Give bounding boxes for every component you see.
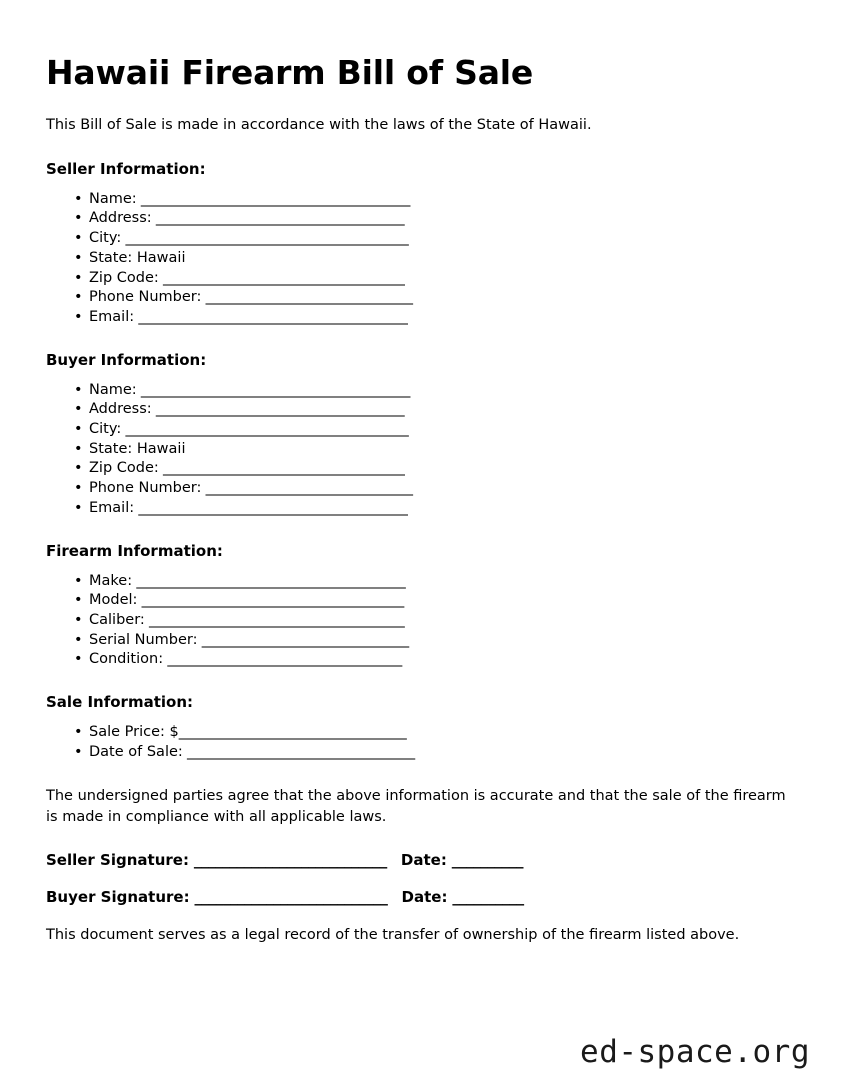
buyer-fields-list [46,381,798,519]
field-row [46,479,798,499]
field-label: Make: [89,572,133,589]
signature-row [46,850,798,871]
field-label: Phone Number: [89,480,202,497]
field-row [46,591,798,611]
signature-blank[interactable]: ___________________________ [189,887,388,906]
field-label: Zip Code: [89,269,159,286]
page-title: Hawaii Firearm Bill of Sale [46,53,534,92]
field-blank[interactable]: _________________________________ [178,724,407,741]
field-label: Address: [89,210,152,227]
field-row [46,400,798,420]
field-label: Phone Number: [89,289,202,306]
field-row [46,190,798,210]
section-heading-buyer: Buyer Information: [46,350,207,369]
intro-paragraph: This Bill of Sale is made in accordance with the laws of the State of Hawaii. [46,116,592,133]
signature-block [46,850,798,908]
field-label: Address: [89,401,152,418]
date-blank[interactable]: __________ [446,850,524,869]
field-label: Name: [89,190,137,207]
field-label: Email: [89,308,135,325]
field-blank[interactable]: ____________________________________ [151,401,405,418]
field-label: Serial Number: [89,631,198,648]
field-label: Email: [89,499,135,516]
agreement-paragraph: The undersigned parties agree that the above information is accurate and that the sale of the firearm is made in compliance with all applicable laws. [46,788,786,826]
field-label: State: [89,249,133,266]
field-label: Name: [89,381,137,398]
field-row [46,723,798,743]
field-row [46,229,798,249]
field-blank[interactable]: _________________________________ [182,743,415,760]
field-row [46,440,798,460]
field-row [46,611,798,631]
seller-fields-list [46,190,798,328]
field-row [46,420,798,440]
field-row [46,288,798,308]
field-row [46,249,798,269]
field-label: City: [89,421,122,438]
field-blank[interactable]: __________________________________ [163,651,402,668]
field-row [46,269,798,289]
signature-label: Buyer Signature: [46,887,190,906]
field-label: Sale Price: $ [89,724,179,741]
signature-label: Seller Signature: [46,850,189,869]
field-row [46,499,798,519]
field-label: Model: [89,592,138,609]
field-value: Hawaii [132,440,186,457]
field-blank[interactable]: _____________________________________ [144,611,405,628]
field-blank[interactable]: _______________________________________ [136,190,411,207]
field-label: Date of Sale: [89,743,183,760]
field-row [46,631,798,651]
field-row [46,650,798,670]
field-label: City: [89,230,122,247]
field-value: Hawaii [132,249,186,266]
field-blank[interactable]: ______________________________________ [137,592,404,609]
closing-paragraph: This document serves as a legal record of the transfer of ownership of the firearm listed above. [46,926,740,943]
date-blank[interactable]: __________ [447,887,524,906]
field-blank[interactable]: ____________________________________ [151,210,405,227]
field-blank[interactable]: ___________________________________ [158,269,405,286]
field-label: Caliber: [89,611,145,628]
signature-blank[interactable]: ___________________________ [188,850,387,869]
field-blank[interactable]: ______________________________ [197,631,409,648]
field-blank[interactable]: ______________________________ [201,480,413,497]
section-heading-sale: Sale Information: [46,693,193,712]
watermark: ed-space.org [580,1034,810,1070]
sale-fields-list [46,723,798,762]
section-heading-seller: Seller Information: [46,159,206,178]
section-heading-firearm: Firearm Information: [46,541,223,560]
field-row [46,572,798,592]
field-blank[interactable]: _________________________________________ [121,230,409,247]
firearm-fields-list [46,572,798,671]
date-label: Date: [400,850,447,869]
field-label: Condition: [89,651,164,668]
field-label: State: [89,440,133,457]
field-row [46,308,798,328]
field-row [46,209,798,229]
field-row [46,459,798,479]
field-blank[interactable]: _______________________________________ [134,308,408,325]
field-blank[interactable]: ___________________________________ [158,460,405,477]
field-blank[interactable]: _______________________________________ [136,381,411,398]
field-row [46,743,798,763]
field-blank[interactable]: _______________________________________ [134,499,408,516]
field-blank[interactable]: _______________________________________ [132,572,406,589]
field-label: Zip Code: [89,460,159,477]
field-blank[interactable]: _________________________________________ [121,421,409,438]
field-row [46,381,798,401]
field-blank[interactable]: ______________________________ [201,289,413,306]
date-label: Date: [401,887,448,906]
signature-row [46,887,798,908]
